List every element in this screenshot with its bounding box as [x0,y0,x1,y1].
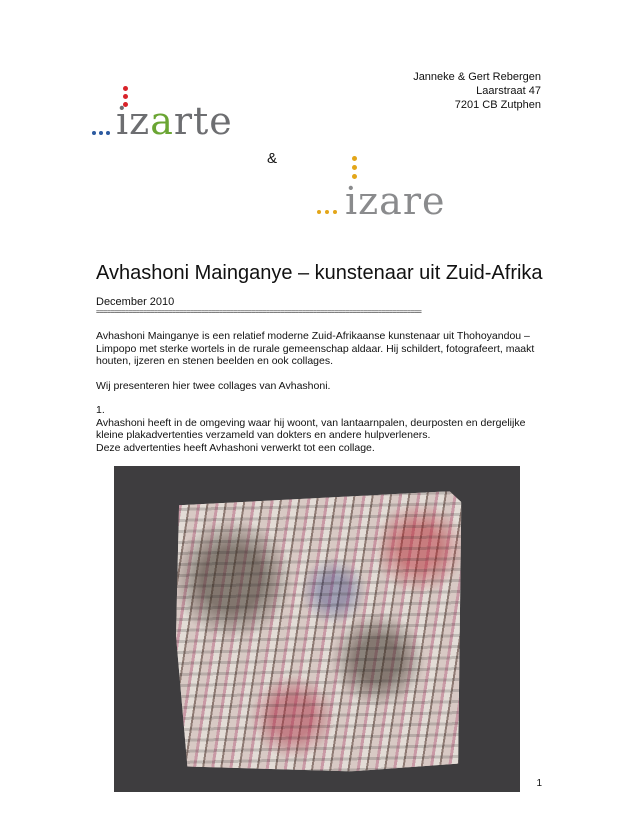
ampersand: & [267,150,278,167]
address-street: Laarstraat 47 [476,85,541,97]
izarte-wordmark: izarte [116,99,233,143]
page-number: 1 [536,778,542,789]
address-names: Janneke & Gert Rebergen [413,71,541,83]
address-block [413,70,541,112]
present-paragraph: Wij presenteren hier twee collages van Avhashoni. [96,379,331,392]
collage-photo [114,466,520,792]
document-body [96,330,546,466]
izare-wordmark: izare [345,179,446,223]
intro-paragraph: Avhashoni Mainganye is een relatief moderne Zuid-Afrikaanse kunstenaar uit Thohoyandou – Limpopo met sterke wortels in de rurale gemeenschap aldaar. Hij schildert, fotografeert, maakt houten, ijzeren en stenen beelden en ook collages. [96,330,535,367]
document-title: Avhashoni Mainganye – kunstenaar uit Zuid-Afrika [96,262,543,284]
item-paragraph-line1: Avhashoni heeft in de omgeving waar hij woont, van lantaarnpalen, deurposten en dergelijke kleine plakadvertenties verzameld van dokters en andere hulpverleners. [96,416,526,441]
izarte-accent-letter: a [150,99,174,143]
item-paragraph-line2: Deze advertenties heeft Avhashoni verwerkt tot een collage. [96,441,375,454]
item-number: 1. [96,404,105,416]
separator-rule: ========================================================================================== [96,308,422,316]
izare-logo [315,156,485,226]
collage-artwork [173,491,467,775]
address-city: 7201 CB Zutphen [454,99,541,111]
izarte-logo [92,86,262,146]
document-date: December 2010 [96,296,175,308]
